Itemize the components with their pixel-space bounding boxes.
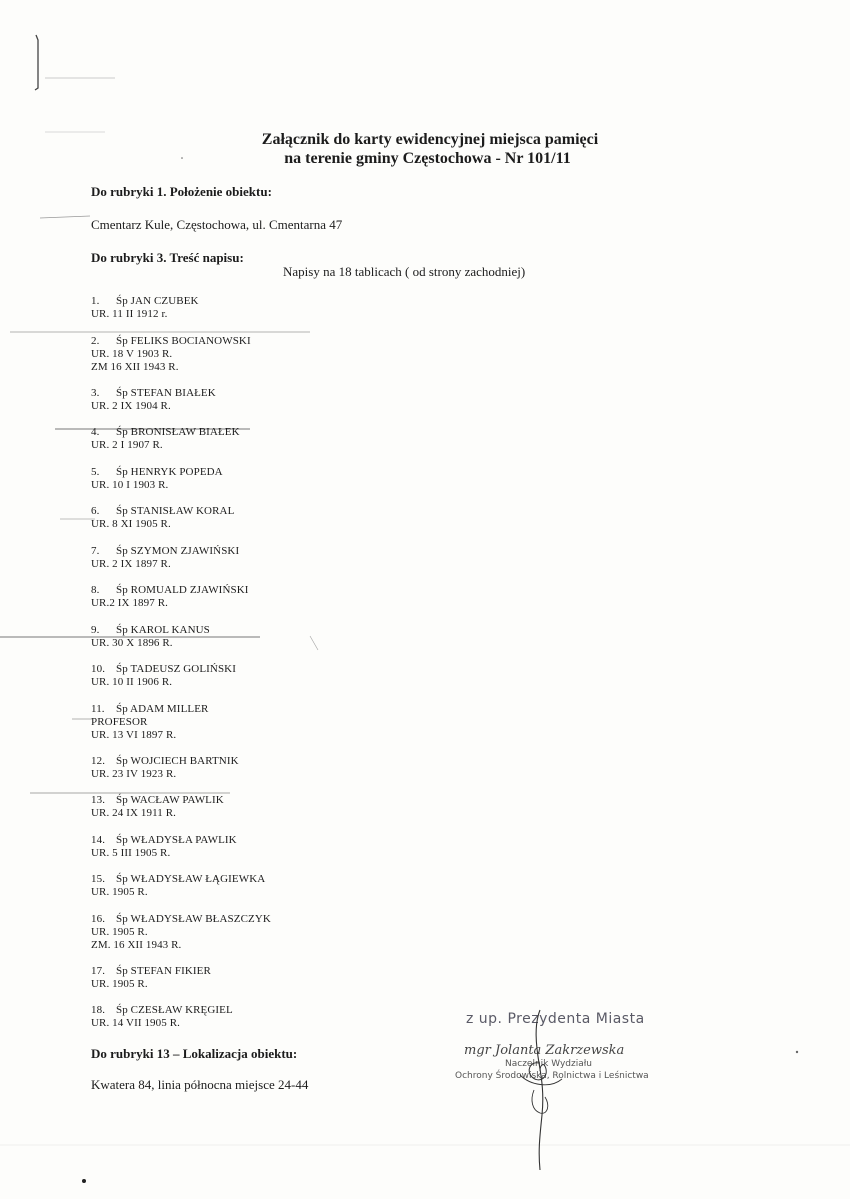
entry-detail-line: UR. 14 VII 1905 R. [91, 1017, 180, 1029]
inscription-entry [91, 794, 271, 834]
inscription-heading [91, 834, 271, 847]
inscription-heading [91, 295, 271, 308]
entry-number: 14. [91, 833, 106, 846]
inscription-entry [91, 703, 271, 755]
entry-detail-line: UR.2 IX 1897 R. [91, 597, 168, 609]
entry-number: 18. [91, 1004, 106, 1016]
entry-number: 10. [91, 663, 106, 675]
entry-number: 17. [91, 964, 106, 977]
inscription-entry [91, 755, 271, 795]
entry-name: Śp BRONISŁAW BIAŁEK [116, 426, 240, 438]
section-3-note: Napisy na 18 tablicach ( od strony zachodniej) [283, 264, 526, 279]
inscription-heading [91, 335, 271, 348]
inscription-heading [91, 584, 271, 597]
title-line-1: Załącznik do karty ewidencyjnej miejsca pamięci [261, 131, 599, 148]
section-3-heading: Do rubryki 3. Treść napisu: [91, 250, 244, 265]
stamp-department: Ochrony Środowiska, Rolnictwa i Leśnictwa [455, 1071, 649, 1081]
entry-detail-line: UR. 1905 R. [91, 886, 148, 898]
entry-number: 9. [91, 623, 100, 636]
inscription-heading [91, 873, 271, 886]
stamp-authority: z up. Prezydenta Miasta [466, 1011, 645, 1027]
entry-detail-line: UR. 5 III 1905 R. [91, 846, 171, 859]
inscription-heading [91, 755, 271, 768]
entry-name: Śp ADAM MILLER [116, 702, 209, 715]
inscription-entry [91, 505, 271, 545]
section-13-text: Kwatera 84, linia północna miejsce 24-44 [91, 1077, 309, 1092]
entry-detail-line: UR. 1905 R. [91, 977, 148, 990]
entry-detail-line: UR. 2 I 1907 R. [91, 439, 163, 451]
entry-name: Śp WOJCIECH BARTNIK [116, 754, 239, 767]
inscription-entry [91, 873, 271, 913]
entry-number: 2. [91, 334, 100, 347]
entry-number: 13. [91, 794, 106, 806]
inscription-entry [91, 335, 271, 387]
entry-detail-line: PROFESOR [91, 715, 148, 728]
entry-number: 11. [91, 702, 105, 715]
inscription-heading [91, 1004, 271, 1017]
inscription-entry [91, 387, 271, 427]
entry-number: 15. [91, 873, 106, 885]
handwritten-signature [490, 1005, 593, 1175]
entry-name: Śp WACŁAW PAWLIK [116, 794, 224, 806]
entry-detail-line: UR. 11 II 1912 r. [91, 308, 168, 320]
entry-detail-line: UR. 24 IX 1911 R. [91, 807, 177, 819]
entry-detail-line: UR. 23 IV 1923 R. [91, 767, 177, 780]
inscription-heading [91, 426, 271, 439]
inscription-entry [91, 913, 271, 965]
title-line-2: na terenie gminy Częstochowa - Nr 101/11 [284, 150, 571, 167]
entry-name: Śp CZESŁAW KRĘGIEL [116, 1004, 233, 1016]
entry-name: Śp KAROL KANUS [116, 623, 210, 636]
entry-detail-line: UR. 1905 R. [91, 925, 148, 938]
inscription-heading [91, 624, 271, 637]
inscription-entry [91, 624, 271, 664]
entry-detail-line: ZM. 16 XII 1943 R. [91, 938, 182, 951]
entry-name: Śp STANISŁAW KORAL [116, 505, 235, 517]
inscription-entry [91, 834, 271, 874]
inscription-heading [91, 663, 271, 676]
section-1-text: Cmentarz Kule, Częstochowa, ul. Cmentarna 47 [91, 217, 343, 232]
inscription-heading [91, 545, 271, 558]
stamp-official-name: mgr Jolanta Zakrzewska [464, 1043, 625, 1058]
entry-name: Śp WŁADYSŁAW ŁĄGIEWKA [116, 873, 266, 885]
entry-number: 8. [91, 584, 100, 596]
inscription-list [91, 295, 271, 1044]
entry-name: Śp JAN CZUBEK [116, 295, 199, 307]
entry-name: Śp FELIKS BOCIANOWSKI [116, 334, 251, 347]
inscription-heading [91, 913, 271, 926]
inscription-entry [91, 584, 271, 624]
inscription-heading [91, 466, 271, 479]
entry-name: Śp STEFAN FIKIER [116, 964, 211, 977]
inscription-entry [91, 545, 271, 585]
entry-name: Śp ROMUALD ZJAWIŃSKI [116, 584, 249, 596]
inscription-heading [91, 965, 271, 978]
inscription-heading [91, 505, 271, 518]
entry-name: Śp WŁADYSŁA PAWLIK [116, 833, 237, 846]
inscription-entry [91, 1004, 271, 1044]
entry-number: 7. [91, 544, 100, 557]
entry-detail-line: UR. 18 V 1903 R. [91, 347, 173, 360]
entry-name: Śp SZYMON ZJAWIŃSKI [116, 544, 240, 557]
entry-detail-line: UR. 10 I 1903 R. [91, 478, 169, 491]
inscription-heading [91, 387, 271, 400]
entry-detail-line: ZM 16 XII 1943 R. [91, 360, 179, 373]
entry-detail-line: UR. 30 X 1896 R. [91, 636, 173, 649]
stamp-position: Naczelnik Wydziału [505, 1059, 593, 1069]
entry-detail-line: UR. 2 IX 1904 R. [91, 399, 171, 412]
entry-number: 3. [91, 386, 100, 399]
entry-number: 1. [91, 295, 100, 307]
entry-detail-line: UR. 8 XI 1905 R. [91, 518, 171, 530]
inscription-entry [91, 426, 271, 466]
inscription-entry [91, 965, 271, 1005]
inscription-heading [91, 703, 271, 716]
inscription-heading [91, 794, 271, 807]
entry-detail-line: UR. 13 VI 1897 R. [91, 728, 177, 741]
entry-detail-line: UR. 2 IX 1897 R. [91, 557, 171, 570]
inscription-entry [91, 663, 271, 703]
entry-name: Śp HENRYK POPEDA [116, 465, 223, 478]
inscription-entry [91, 295, 271, 335]
entry-detail-line: UR. 10 II 1906 R. [91, 676, 173, 688]
entry-number: 4. [91, 426, 100, 438]
entry-name: Śp STEFAN BIAŁEK [116, 386, 216, 399]
entry-number: 12. [91, 754, 106, 767]
entry-name: Śp TADEUSZ GOLIŃSKI [116, 663, 236, 675]
entry-number: 16. [91, 912, 106, 925]
section-1-heading: Do rubryki 1. Położenie obiektu: [91, 184, 272, 199]
entry-name: Śp WŁADYSŁAW BŁASZCZYK [116, 912, 271, 925]
entry-number: 5. [91, 465, 100, 478]
entry-number: 6. [91, 505, 100, 517]
section-13-heading: Do rubryki 13 – Lokalizacja obiektu: [91, 1046, 298, 1061]
inscription-entry [91, 466, 271, 506]
